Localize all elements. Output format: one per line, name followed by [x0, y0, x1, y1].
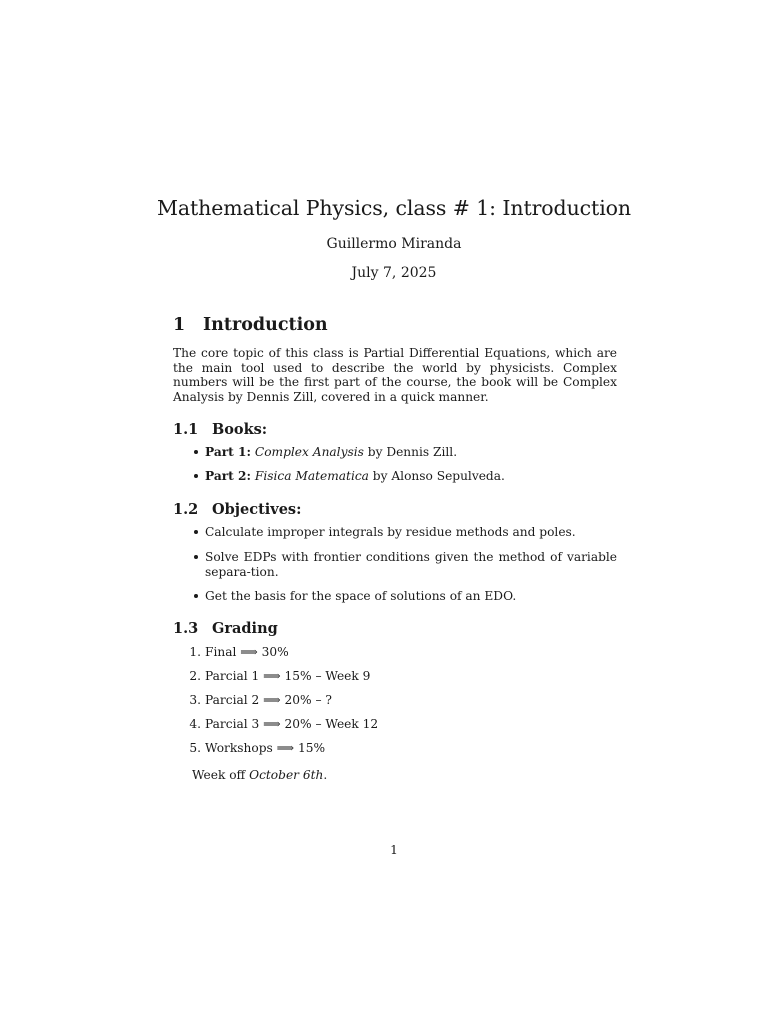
grading-name: Final: [205, 645, 237, 659]
list-marker: 3.: [189, 693, 201, 707]
grading-percent: 15%: [284, 669, 312, 683]
note-prefix: Week off: [192, 768, 250, 782]
list-item: [173, 525, 617, 540]
grading-name: Parcial 1: [205, 669, 260, 683]
list-item: [173, 469, 617, 484]
list-item: [173, 589, 617, 604]
list-marker: 1.: [189, 645, 201, 659]
bullet-icon: [173, 525, 201, 540]
document-date: July 7, 2025: [351, 265, 437, 281]
section-heading-introduction: [173, 313, 328, 337]
section-number: 1: [173, 315, 186, 335]
book-title: Fisica Matematica: [254, 469, 369, 483]
note-date: October 6th: [249, 768, 324, 782]
subsection-heading-grading: [173, 619, 278, 639]
list-item: [173, 445, 617, 460]
grading-item: [173, 669, 617, 684]
grading-item: [173, 693, 617, 708]
subsection-heading-objectives: [173, 500, 301, 520]
objective-text: Get the basis for the space of solutions of an EDO.: [205, 589, 517, 603]
grading-extra: – Week 12: [311, 717, 379, 731]
grading-percent: 30%: [261, 645, 289, 659]
grading-name: Workshops: [205, 741, 273, 755]
book-author: by Alonso Sepulveda.: [368, 469, 505, 483]
subsection-title: Books:: [212, 421, 268, 438]
document-title: Mathematical Physics, class # 1: Introduction: [156, 196, 631, 220]
intro-paragraph: The core topic of this class is Partial Differential Equations, which are the main tool used to describe the world by physicists. Complex numbers will be the first part of the course, the book will be Complex Analysis by Dennis Zill, covered in a quick manner.: [173, 346, 617, 404]
subsection-title: Objectives:: [212, 501, 302, 518]
list-marker: 2.: [189, 669, 201, 683]
list-marker: 4.: [189, 717, 201, 731]
grading-percent: 20%: [284, 717, 312, 731]
list-marker: 5.: [189, 741, 201, 755]
implies-arrow-icon: ⟹: [263, 693, 281, 707]
bullet-icon: [173, 550, 201, 565]
page-number: 1: [390, 843, 398, 857]
book-author: by Dennis Zill.: [363, 445, 458, 459]
note-suffix: .: [323, 768, 328, 782]
subsection-number: 1.1: [173, 421, 199, 438]
implies-arrow-icon: ⟹: [263, 717, 281, 731]
week-off-note: [192, 768, 327, 783]
grading-item: [173, 741, 617, 756]
grading-item: [173, 645, 617, 660]
subsection-number: 1.3: [173, 620, 199, 637]
list-item: [173, 550, 617, 579]
bullet-icon: [173, 445, 201, 460]
section-title: Introduction: [203, 315, 328, 335]
objective-text: Solve EDPs with frontier conditions given the method of variable separa-tion.: [205, 550, 617, 579]
book-title: Complex Analysis: [254, 445, 364, 459]
subsection-heading-books: [173, 420, 267, 440]
grading-name: Parcial 3: [205, 717, 260, 731]
bullet-icon: [173, 469, 201, 484]
bullet-icon: [173, 589, 201, 604]
book-part-label: Part 2:: [205, 469, 252, 483]
grading-percent: 20%: [284, 693, 312, 707]
subsection-number: 1.2: [173, 501, 199, 518]
subsection-title: Grading: [212, 620, 278, 637]
book-part-label: Part 1:: [205, 445, 252, 459]
objective-text: Calculate improper integrals by residue methods and poles.: [205, 525, 576, 539]
grading-name: Parcial 2: [205, 693, 260, 707]
implies-arrow-icon: ⟹: [276, 741, 295, 755]
grading-extra: – Week 9: [311, 669, 371, 683]
implies-arrow-icon: ⟹: [263, 669, 281, 683]
grading-extra: – ?: [311, 693, 332, 707]
document-author: Guillermo Miranda: [326, 236, 462, 252]
grading-item: [173, 717, 617, 732]
implies-arrow-icon: ⟹: [240, 645, 258, 659]
grading-percent: 15%: [297, 741, 326, 755]
